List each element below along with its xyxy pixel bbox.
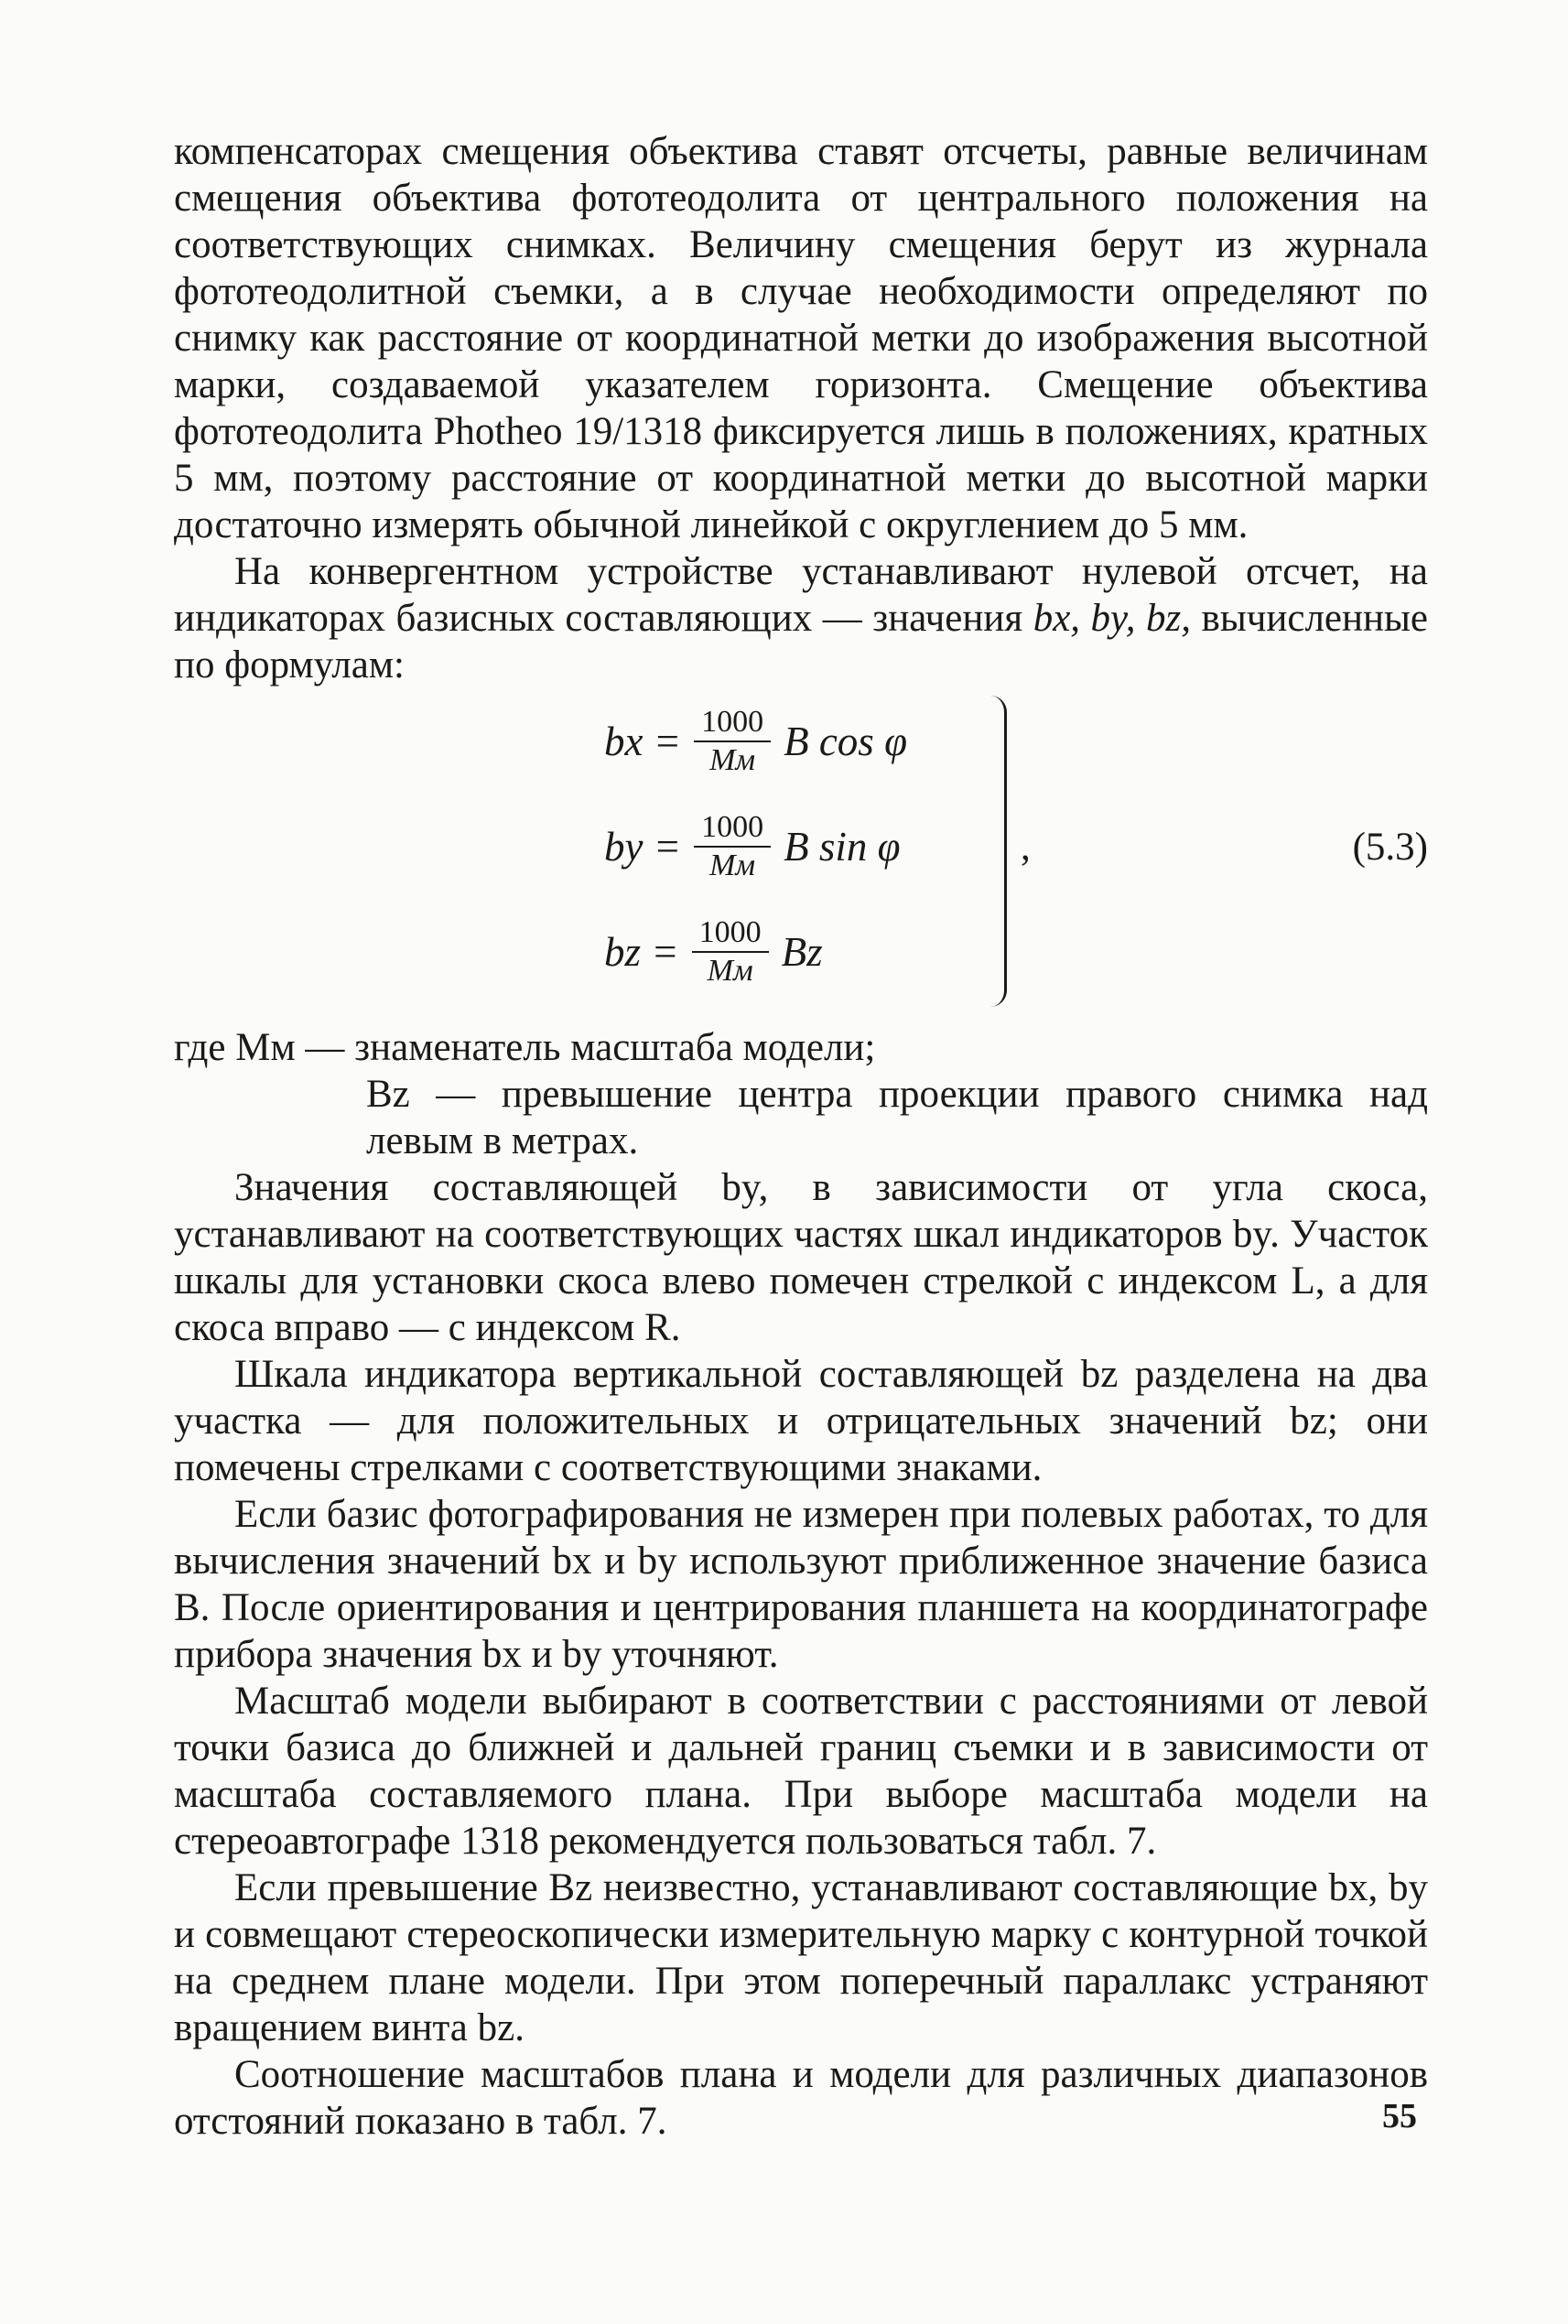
- paragraph-1: компенсаторах смещения объектива ставят отсчеты, равные величинам смещения объектива фототеодолита от центрального положения на соответствующих снимках. Величину смещения берут из журнала фототеодолитной съемки, а в случае необходимости определяют по снимку как расстояние от координатной метки до изображения высотной марки, создаваемой указателем горизонта. Смещение объектива фототеодолита Photheo 19/1318 фиксируется лишь в положениях, кратных 5 мм, поэтому расстояние от координатной метки до высотной марки достаточно измерять обычной линейкой с округлением до 5 мм.: [174, 130, 1428, 546]
- formula-bz: [604, 906, 823, 998]
- fraction-numerator: 1000: [694, 704, 771, 742]
- fraction: [692, 914, 769, 989]
- formula-brace: [984, 696, 1007, 1007]
- formula-bz-rhs: Bz: [781, 928, 823, 975]
- formula-bx-rhs: B cos φ: [784, 718, 907, 764]
- paragraph-2: [174, 548, 1428, 688]
- fraction-numerator: 1000: [694, 809, 771, 848]
- fraction-denominator: Mм: [707, 954, 753, 988]
- paragraph-8: Соотношение масштабов плана и модели для различных диапазонов отстояний показано в табл. 7.: [174, 2053, 1428, 2143]
- fraction: [694, 809, 771, 884]
- paragraph-6: Масштаб модели выбирают в соответствии с расстояниями от левой точки базиса до ближней и дальней границ съемки и в зависимости от масштаба составляемого плана. При выборе масштаба модели на стереоавтографе 1318 рекомендуется пользоваться табл. 7.: [174, 1680, 1428, 1863]
- equation-number: (5.3): [1352, 826, 1428, 869]
- where-line-1: где Mм — знаменатель масштаба модели;: [174, 1026, 876, 1069]
- paragraph-4: Шкала индикатора вертикальной составляющей bz разделена на два участка — для положительных и отрицательных значений bz; они помечены стрелками с соответствующими знаками.: [174, 1353, 1428, 1489]
- page-number: 55: [1382, 2097, 1417, 2135]
- paragraph-2-tail: вычисленные по формулам:: [174, 597, 1428, 686]
- where-line-2: Bz — превышение центра проекции правого снимка над левым в метрах.: [366, 1073, 1428, 1162]
- formula-by-rhs: B sin φ: [784, 823, 901, 870]
- fraction-denominator: Mм: [709, 849, 756, 882]
- fraction-numerator: 1000: [692, 914, 769, 953]
- formula-5-3: [174, 696, 1428, 1011]
- formula-by: [604, 801, 901, 892]
- fraction: [694, 704, 771, 779]
- fraction-denominator: Mм: [709, 743, 756, 777]
- paragraph-3: Значения составляющей by, в зависимости от угла скоса, устанавливают на соответствующих частях шкал индикаторов by. Участок шкалы для установки скоса влево помечен стрелкой с индексом L, а для скоса вправо — с индексом R.: [174, 1166, 1428, 1349]
- formula-by-lhs: by =: [604, 823, 682, 870]
- formula-bx-lhs: bx =: [604, 718, 682, 764]
- paragraph-5: Если базис фотографирования не измерен при полевых работах, то для вычисления значений bx и by используют приближенное значение базиса B. После ориентирования и центрирования планшета на координатографе прибора значения bx и by уточняют.: [174, 1493, 1428, 1676]
- formula-bx: [604, 696, 907, 787]
- formula-bz-lhs: bz =: [604, 928, 679, 975]
- paragraph-7: Если превышение Bz неизвестно, устанавливают составляющие bx, by и совмещают стереоскопически измерительную марку с контурной точкой на среднем плане модели. При этом поперечный параллакс устраняют вращением винта bz.: [174, 1866, 1428, 2049]
- formula-comma: ,: [1021, 826, 1031, 869]
- paragraph-2-vars: bx, by, bz,: [1033, 597, 1192, 640]
- body-text: [174, 128, 1428, 2145]
- paragraph-2-text: На конвергентном устройстве устанавливают нулевой отсчет, на индикаторах базисных составляющих — значения: [174, 550, 1428, 640]
